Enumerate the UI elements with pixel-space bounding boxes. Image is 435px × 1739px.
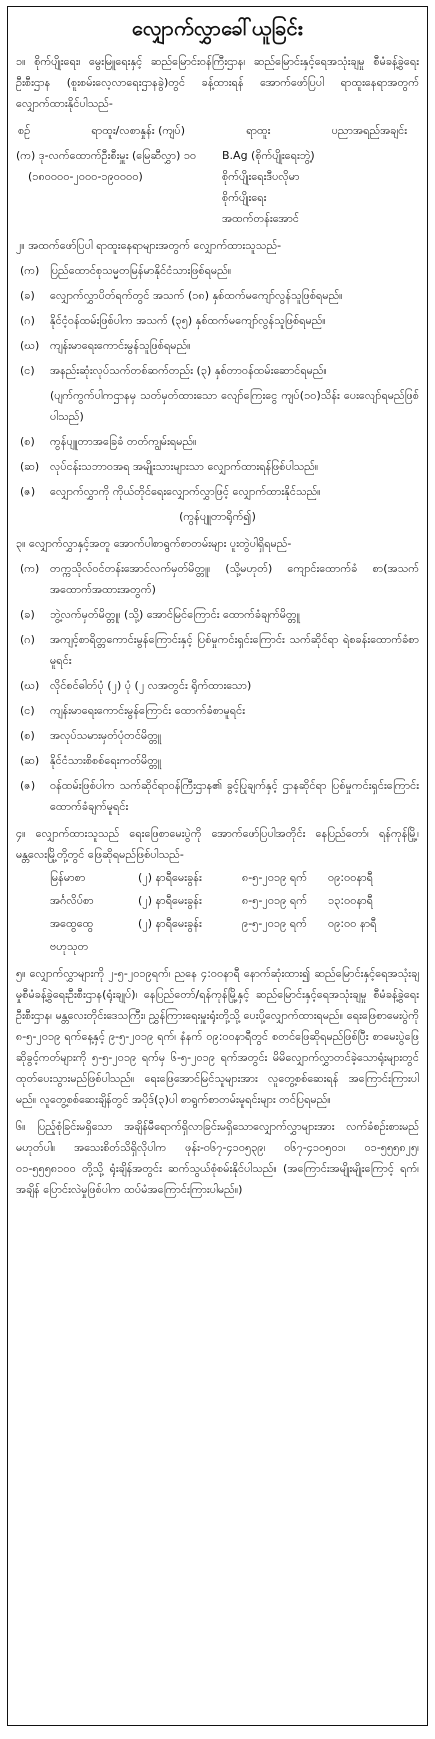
list-item: (င) အနည်းဆုံးလုပ်သက်တစ်ဆက်တည်း (၃) နှစ်တာဝန်ထမ်းဆောင်ရမည်။ — [20, 364, 327, 377]
section-6 — [8, 1116, 427, 1200]
exam-schedule-row: အထွေထွေ (၂) နာရီမေးခွန်း ၉-၅-၂၀၁၉ ရက် ၀၉:၀၀ နာရီ — [50, 917, 377, 930]
list-item: (ဂ) အကျင့်စာရိတ္တကောင်းမွန်ကြောင်းနှင့် ပြစ်မှုကင်းရှင်းကြောင်း သက်ဆိုင်ရာ ရဲစခန်းထောက်ခံစာမူရင်း — [20, 633, 419, 667]
list-item: (စ) ကွန်ပျူတာအခြေခံ တတ်ကျွမ်းရမည်။ — [20, 435, 197, 448]
post-salary: (၁၈၀၀၀၀-၂၀၀၀-၁၉၀၀၀၀) — [28, 170, 143, 183]
section-3 — [8, 533, 427, 817]
section-1-number: ၁။ — [16, 55, 26, 68]
announcement — [7, 6, 428, 1726]
list-item: (ဆ) နိုင်ငံသားစိစစ်ရေးကတ်မိတ္တူ — [20, 754, 162, 767]
header-qualification: ပညာအရည်အချင်း — [331, 124, 407, 137]
list-item: (ဃ) လိုင်စင်ဓါတ်ပုံ (၂) ပုံ (၂ လအတွင်း ရိုက်ထားသော) — [20, 679, 252, 692]
computer-note: (ကွန်ပျူတာရိုက်၍) — [179, 510, 256, 523]
post-mark: (က) — [16, 149, 36, 162]
header-rank: ရာထူး/လစာနှုန်း (ကျပ်) — [91, 124, 186, 137]
section-4-intro: ၄။ လျှောက်ထားသူသည် ရေးဖြေစာမေးပွဲကို အောက်ဖော်ပြပါအတိုင်း နေပြည်တော်၊ ရန်ကုန်မြို့၊ မန္တလေးမြို့တို့တွင် ဖြေဆိုရမည်ဖြစ်ပါသည်- — [16, 827, 420, 861]
list-item: (စ) အလုပ်သမားမှတ်ပုံတင်မိတ္တူ — [20, 729, 162, 742]
list-item: (ဇ) ဝန်ထမ်းဖြစ်ပါက သက်ဆိုင်ရာဝန်ကြီးဌာန၏ ခွင့်ပြုချက်နှင့် ဌာနဆိုင်ရာ ပြစ်မှုကင်းရှင်းကြောင်း ထောက်ခံချက်မူရင်း — [20, 779, 419, 813]
post-count: ၁၀ — [183, 149, 197, 162]
post-row — [16, 145, 419, 229]
header-count: ရာထူး — [246, 124, 271, 137]
section-2 — [8, 235, 427, 527]
post-rank: (က) ဒု-လက်ထောက်ဦးစီးမှူး (မြေဆီလွှာ) ၁၀ (၁၈၀၀၀၀-၂၀၀၀-၁၉၀၀၀၀) — [16, 145, 216, 229]
list-item: (ဃ) ကျန်းမာရေးကောင်းမွန်သူဖြစ်ရမည်။ — [20, 339, 191, 352]
section-5-text: ၅။ လျှောက်လွှာများကို ၂-၅-၂၀၁၉ရက်၊ ညနေ ၄:၀၀နာရီ နောက်ဆုံးထား၍ ဆည်မြောင်းနှင့်ရေအသုံးချမှုစီမံခန့်ခွဲရေးဦးစီးဌာန(ရုံးချုပ်)၊ နေပြည်တော်/ရန်ကုန်မြို့နှင့် ဆည်မြောင်းနှင့်ရေအသုံးချမှု စီမံခန့်ခွဲရေးဦးစီးဌာန၊ မန္တလေးတိုင်းဒေသကြီး၊ ညွှန်ကြားရေးမှူးရုံးတို့သို့ ပေးပို့လျှောက်ထားရမည်။ ရေးဖြေစာမေးပွဲကို ၈-၅-၂၀၁၉ ရက်နေ့နှင့် ၉-၅-၂၀၁၉ ရက်၊ နံနက် ၀၉:၀၀နာရီတွင် စတင်ဖြေဆိုရမည်ဖြစ်ပြီး စာမေးပွဲဖြေဆိုခွင့်ကတ်များကို ၅-၅-၂၀၁၉ ရက်မှ ၆-၅-၂၀၁၉ ရက်အတွင်း မိမိလျှောက်လွှာတင်ခဲ့သောရုံးများတွင် ထုတ်ပေးသွားမည်ဖြစ်ပါသည်။ ရေးဖြေအောင်မြင်သူများအား လူတွေ့စစ်ဆေးရန် အကြောင်းကြားပါမည်။ လူတွေ့စစ်ဆေးချိန်တွင် အပိုဒ်(၃)ပါ စာရွက်စာတမ်းမူရင်းများ တင်ပြရမည်။ — [16, 967, 419, 1106]
announcement-title: လျှောက်လွှာခေါ်ယူခြင်း — [132, 16, 303, 40]
list-item: (ဇ) လျှောက်လွှာကို ကိုယ်တိုင်ရေးလျှောက်လွှာဖြင့် လျှောက်ထားနိုင်သည်။ — [20, 485, 321, 498]
header-no: စဉ် — [18, 124, 31, 137]
exam-schedule-row: မြန်မာစာ (၂) နာရီမေးခွန်း ၈-၅-၂၀၁၉ ရက် ၀၉:၀၀နာရီ — [50, 871, 373, 884]
post-qualification: B.Ag (စိုက်ပျိုးရေးဘွဲ့) စိုက်ပျိုးရေးဒီပလိုမာ စိုက်ပျိုးရေး အထက်တန်းအောင် — [222, 149, 315, 225]
list-item: (င) ကျန်းမာရေးကောင်းမွန်ကြောင်း ထောက်ခံစာမူရင်း — [20, 704, 246, 717]
section-4 — [8, 823, 427, 957]
exam-schedule-row: အင်္ဂလိပ်စာ (၂) နာရီမေးခွန်း ၈-၅-၂၀၁၉ ရက် ၁၃:၀၀နာရီ — [50, 894, 373, 907]
list-item: (ဂ) နိုင်ငံ့ဝန်ထမ်းဖြစ်ပါက အသက် (၃၅) နှစ်ထက်မကျော်လွန်သူဖြစ်ရမည်။ — [20, 314, 326, 327]
list-item: (ဆ) လုပ်ငန်းသဘာဝအရ အမျိုးသားများသာ လျှောက်ထားရန်ဖြစ်ပါသည်။ — [20, 460, 319, 473]
section-2-intro: ၂။ အထက်ဖော်ပြပါ ရာထူးနေရာများအတွက် လျှောက်ထားသူသည်- — [16, 239, 282, 252]
subject-tail: ဗဟုသုတ — [50, 940, 89, 953]
list-item: (ခ) ဘွဲ့လက်မှတ်မိတ္တူ၊ (သို့) အောင်မြင်ကြောင်း ထောက်ခံချက်မိတ္တူ — [20, 608, 300, 621]
section-1-intro: ၁။ စိုက်ပျိုးရေး၊ မွေးမြူရေးနှင့် ဆည်မြောင်းဝန်ကြီးဌာန၊ ဆည်မြောင်းနှင့်ရေအသုံးချမှု စီမံခန့်ခွဲရေးဦးစီးဌာန (စူးစမ်းလေ့လာရေးဌာနခွဲ)တွင် ခန့်ထားရန် အောက်ဖော်ပြပါ ရာထူးနေရာအတွက် လျှောက်ထားနိုင်ပါသည်- — [16, 55, 420, 110]
bond-note: (ပျက်ကွက်ပါကဌာနမှ သတ်မှတ်ထားသော လျော်ကြေးငွေ ကျပ်(၁၀)သိန်း ပေးလျော်ရမည်ဖြစ်ပါသည်) — [50, 389, 419, 423]
list-item: (က) ပြည်ထောင်စုသမ္မတမြန်မာနိုင်ငံသားဖြစ်ရမည်။ — [20, 264, 232, 277]
section-1 — [8, 51, 427, 229]
section-5 — [8, 963, 427, 1110]
section-3-intro: ၃။ လျှောက်လွှာနှင့်အတူ အောက်ပါစာရွက်စာတမ်းများ ပူးတွဲပါရှိရမည်- — [16, 537, 292, 550]
post-table-header — [16, 120, 419, 141]
list-item: (ခ) လျှောက်လွှာပိတ်ရက်တွင် အသက် (၁၈) နှစ်ထက်မကျော်လွန်သူဖြစ်ရမည်။ — [20, 289, 343, 302]
list-item: (က) တက္ကသိုလ်ဝင်တန်းအောင်လက်မှတ်မိတ္တူ၊ (သို့မဟုတ်) ကျောင်းထောက်ခံ စာ(အသက်အထောက်အထားအတွက်) — [20, 562, 419, 596]
section-6-text: ၆။ ပြည့်စုံခြင်းမရှိသော အချိန်မီရောက်ရှိလာခြင်းမရှိသောလျှောက်လွှာများအား လက်ခံစဉ်းစားမည်မဟုတ်ပါ။ အသေးစိတ်သိရှိလိုပါက ဖုန်း-၀၆၇-၄၁၀၅၃၉၊ ၀၆၇-၄၁၀၅၀၁၊ ၀၁-၅၅၅၈၂၅၊ ၀၁-၅၅၅၈၁၀၀ တို့သို့ ရုံးချိန်အတွင်း ဆက်သွယ်စုံစမ်းနိုင်ပါသည်။ (အကြောင်းအမျိုးမျိုးကြောင့် ရက်၊ အချိန် ပြောင်းလဲမှုဖြစ်ပါက ထပ်မံအကြောင်းကြားပါမည်။) — [16, 1120, 419, 1196]
